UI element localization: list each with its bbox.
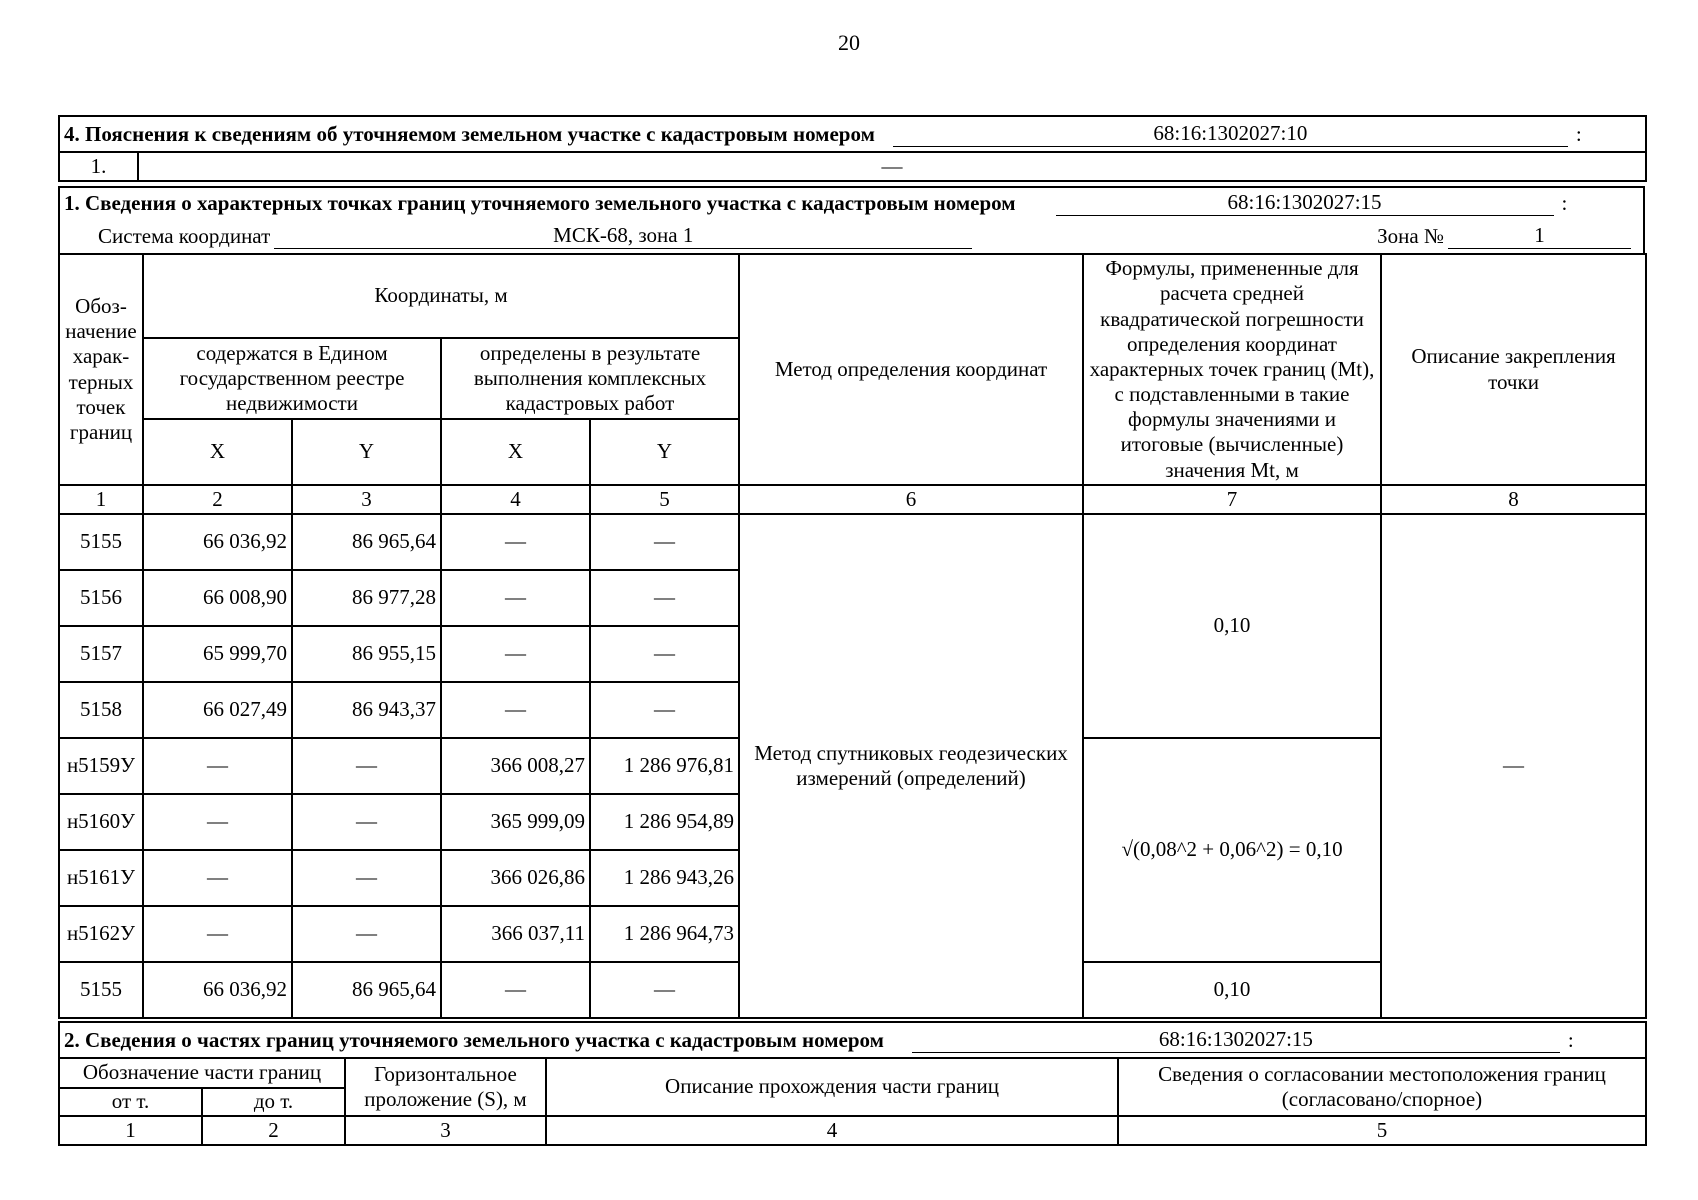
x-egrn: 66 008,90: [143, 570, 292, 626]
header-to: до т.: [202, 1088, 345, 1116]
point-id: 5158: [59, 682, 143, 738]
section4-header: [59, 116, 1646, 152]
header-coordinates: Координаты, м: [143, 254, 739, 338]
zone-label: Зона №: [1377, 224, 1444, 248]
header-x-determined: X: [441, 419, 590, 485]
x-egrn: —: [143, 794, 292, 850]
x-determined: —: [441, 626, 590, 682]
column-number: 4: [441, 485, 590, 514]
point-id: н5161У: [59, 850, 143, 906]
column-number: 4: [546, 1116, 1118, 1145]
point-id: н5160У: [59, 794, 143, 850]
section2-column-numbers-row: [59, 1116, 1646, 1145]
column-number: 7: [1083, 485, 1381, 514]
header-method: Метод определения координат: [739, 254, 1083, 485]
point-id: 5157: [59, 626, 143, 682]
zone-value: 1: [1448, 223, 1631, 249]
section2-colon: :: [1567, 1027, 1574, 1052]
column-numbers-row: [59, 485, 1646, 514]
method-value: Метод спутниковых геодезических измерений (определений): [739, 514, 1083, 1018]
x-determined: 366 037,11: [441, 906, 590, 962]
header-point-designation: Обоз- начение харак- терных точек границ: [59, 254, 143, 485]
header-horizontal: Горизонтальное проложение (S), м: [345, 1058, 546, 1116]
coord-system-label: Система координат: [98, 224, 271, 248]
y-egrn: 86 977,28: [292, 570, 441, 626]
y-egrn: 86 943,37: [292, 682, 441, 738]
section1-title: 1. Сведения о характерных точках границ уточняемого земельного участка с кадастровым номером: [64, 191, 1016, 215]
section1-cadastral-number: 68:16:1302027:15: [1056, 190, 1554, 216]
column-number: 2: [143, 485, 292, 514]
header-y-determined: Y: [590, 419, 739, 485]
header-description: Описание прохождения части границ: [546, 1058, 1118, 1116]
section4-title: 4. Пояснения к сведениям об уточняемом земельном участке с кадастровым номером: [64, 121, 875, 146]
section2-cadastral-number: 68:16:1302027:15: [912, 1027, 1560, 1053]
x-egrn: —: [143, 738, 292, 794]
section1-colon: :: [1561, 191, 1568, 215]
header-agreement: Сведения о согласовании местоположения границ (согласовано/спорное): [1118, 1058, 1646, 1116]
x-determined: —: [441, 962, 590, 1018]
section4-row-value: —: [138, 152, 1646, 181]
x-determined: —: [441, 570, 590, 626]
section4-table: [58, 115, 1647, 182]
fixing-value: —: [1381, 514, 1646, 1018]
y-determined: 1 286 943,26: [590, 850, 739, 906]
header-x-egrn: X: [143, 419, 292, 485]
y-determined: —: [590, 514, 739, 570]
header-from: от т.: [59, 1088, 202, 1116]
section1-header: [58, 186, 1645, 254]
y-determined: 1 286 964,73: [590, 906, 739, 962]
x-determined: 366 026,86: [441, 850, 590, 906]
section2-header: [59, 1022, 1646, 1058]
header-y-egrn: Y: [292, 419, 441, 485]
x-determined: —: [441, 514, 590, 570]
y-determined: —: [590, 682, 739, 738]
mt-formula: √(0,08^2 + 0,06^2) = 0,10: [1083, 738, 1381, 962]
section4-cadastral-number: 68:16:1302027:10: [893, 121, 1568, 147]
y-egrn: 86 955,15: [292, 626, 441, 682]
section2-title: 2. Сведения о частях границ уточняемого земельного участка с кадастровым номером: [64, 1027, 884, 1052]
y-determined: 1 286 954,89: [590, 794, 739, 850]
column-number: 1: [59, 1116, 202, 1145]
y-determined: —: [590, 626, 739, 682]
column-number: 5: [590, 485, 739, 514]
y-egrn: 86 965,64: [292, 514, 441, 570]
x-determined: 366 008,27: [441, 738, 590, 794]
section4-row-index: 1.: [59, 152, 138, 181]
y-determined: 1 286 976,81: [590, 738, 739, 794]
point-id: н5162У: [59, 906, 143, 962]
header-egrn: содержатся в Едином государственном реестре недвижимости: [143, 338, 441, 419]
y-egrn: —: [292, 850, 441, 906]
table-row: [59, 514, 1646, 570]
x-egrn: 66 027,49: [143, 682, 292, 738]
y-egrn: —: [292, 738, 441, 794]
column-number: 3: [292, 485, 441, 514]
column-number: 3: [345, 1116, 546, 1145]
x-egrn: 65 999,70: [143, 626, 292, 682]
point-id: 5156: [59, 570, 143, 626]
mt-first: 0,10: [1083, 514, 1381, 738]
section4-colon: :: [1575, 121, 1582, 146]
points-table: [58, 253, 1647, 1019]
point-id: 5155: [59, 962, 143, 1018]
y-determined: —: [590, 962, 739, 1018]
y-egrn: —: [292, 906, 441, 962]
x-egrn: 66 036,92: [143, 514, 292, 570]
x-egrn: —: [143, 906, 292, 962]
column-number: 8: [1381, 485, 1646, 514]
x-egrn: 66 036,92: [143, 962, 292, 1018]
column-number: 6: [739, 485, 1083, 514]
point-id: 5155: [59, 514, 143, 570]
column-number: 2: [202, 1116, 345, 1145]
mt-last: 0,10: [1083, 962, 1381, 1018]
x-determined: 365 999,09: [441, 794, 590, 850]
page-number: 20: [838, 30, 860, 55]
header-formulas: Формулы, примененные для расчета средней квадратической погрешности определения координат характерных точек границ (Mt), с подставленными в такие формулы значениями и итоговые (вычисленные) значения Mt, м: [1083, 254, 1381, 485]
header-part-designation: Обозначение части границ: [59, 1058, 345, 1088]
header-fixing: Описание закрепления точки: [1381, 254, 1646, 485]
y-egrn: —: [292, 794, 441, 850]
coord-system-value: МСК-68, зона 1: [274, 223, 972, 249]
y-determined: —: [590, 570, 739, 626]
header-determined: определены в результате выполнения комплексных кадастровых работ: [441, 338, 739, 419]
point-id: н5159У: [59, 738, 143, 794]
x-determined: —: [441, 682, 590, 738]
y-egrn: 86 965,64: [292, 962, 441, 1018]
column-number: 5: [1118, 1116, 1646, 1145]
parts-table: [58, 1021, 1647, 1146]
column-number: 1: [59, 485, 143, 514]
x-egrn: —: [143, 850, 292, 906]
